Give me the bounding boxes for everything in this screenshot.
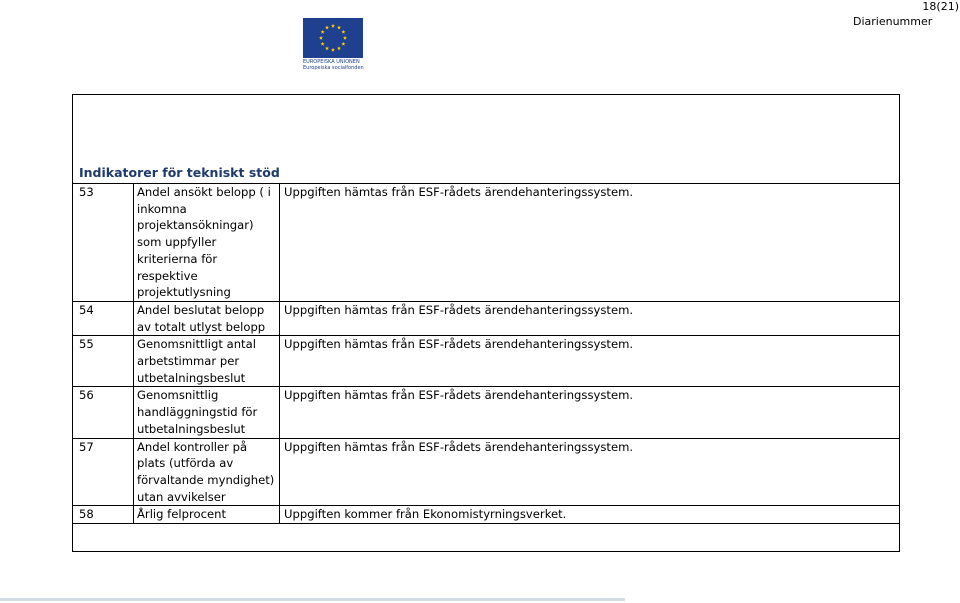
indicator-source: Uppgiften hämtas från ESF-rådets ärendehanteringssystem.: [280, 301, 900, 335]
indicator-name: Genomsnittligt antal arbetstimmar per utbetalningsbeslut: [134, 336, 280, 387]
indicator-name: Årlig felprocent: [134, 506, 280, 524]
indicator-number: 55: [73, 336, 134, 387]
indicator-number: 58: [73, 506, 134, 524]
section-heading: Indikatorer för tekniskt stöd: [79, 165, 280, 180]
page-number: 18(21): [922, 0, 959, 13]
indicator-source: Uppgiften hämtas från ESF-rådets ärendehanteringssystem.: [280, 387, 900, 438]
indicator-source: Uppgiften hämtas från ESF-rådets ärendehanteringssystem.: [280, 438, 900, 506]
logo-line1: EUROPEISKA UNIONEN: [303, 59, 360, 65]
table-row: [73, 506, 900, 524]
eu-flag-icon: [303, 18, 363, 58]
table-row: [73, 438, 900, 506]
table-row: [73, 301, 900, 335]
eu-logo: [303, 18, 363, 71]
indicator-source: Uppgiften kommer från Ekonomistyrningsverket.: [280, 506, 900, 524]
indicator-source: Uppgiften hämtas från ESF-rådets ärendehanteringssystem.: [280, 184, 900, 302]
indicator-number: 54: [73, 301, 134, 335]
indicator-name: Andel kontroller på plats (utförda av förvaltande myndighet) utan avvikelser: [134, 438, 280, 506]
bottom-scroll-bar: [0, 598, 625, 601]
indicator-number: 57: [73, 438, 134, 506]
table-row: [73, 336, 900, 387]
table-row: [73, 184, 900, 302]
diarienummer-label: Diarienummer: [853, 15, 933, 28]
indicator-name: Andel beslutat belopp av totalt utlyst belopp: [134, 301, 280, 335]
indicator-number: 53: [73, 184, 134, 302]
logo-line2: Europeiska socialfonden: [303, 65, 364, 71]
indicator-name: Genomsnittlig handläggningstid för utbetalningsbeslut: [134, 387, 280, 438]
indicator-table: [72, 183, 900, 524]
indicator-source: Uppgiften hämtas från ESF-rådets ärendehanteringssystem.: [280, 336, 900, 387]
indicator-number: 56: [73, 387, 134, 438]
table-row: [73, 387, 900, 438]
indicator-name: Andel ansökt belopp ( i inkomna projektansökningar) som uppfyller kriterierna för respektive projektutlysning: [134, 184, 280, 302]
